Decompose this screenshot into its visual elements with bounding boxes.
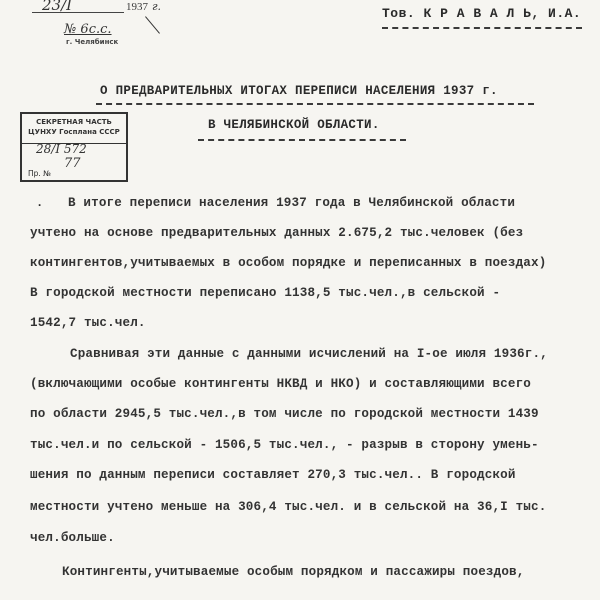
body-line: (включающими особые контингенты НКВД и НКО) и составляющими всего xyxy=(30,377,531,391)
body-line: Сравнивая эти данные с данными исчислений на I-ое июля 1936г., xyxy=(70,347,548,361)
stamp-header-line2: ЦУНХУ Госплана СССР xyxy=(28,128,120,136)
body-line: Контингенты,учитываемые особым порядком и пассажиры поездов, xyxy=(62,565,525,579)
body-line: местности учтено меньше на 306,4 тыс.чел. и в сельской на 36,I тыс. xyxy=(30,500,547,514)
stamp-header-line1: СЕКРЕТНАЯ ЧАСТЬ xyxy=(36,118,112,126)
letterhead-date-suffix: г. xyxy=(152,0,162,13)
stamp-header xyxy=(22,114,126,144)
addressee-underline xyxy=(382,27,582,29)
letterhead-date-day: 23/I xyxy=(42,0,73,14)
document-title-line2: В ЧЕЛЯБИНСКОЙ ОБЛАСТИ. xyxy=(208,118,380,132)
body-line: учтено на основе предварительных данных 2.675,2 тыс.человек (без xyxy=(30,226,524,240)
title-underline-1 xyxy=(96,103,534,105)
stamp-sheet-number: 77 xyxy=(64,156,81,171)
date-underline xyxy=(32,12,124,13)
archive-stamp xyxy=(20,112,128,182)
title-underline-2 xyxy=(198,139,406,141)
body-line: тыс.чел.и по сельской - 1506,5 тыс.чел., - разрыв в сторону умень- xyxy=(30,438,539,452)
stamp-pr-underline xyxy=(52,180,88,181)
handwritten-stroke xyxy=(145,16,160,33)
body-line: чел.больше. xyxy=(30,531,115,545)
stamp-pr-label: Пр. № xyxy=(28,169,51,178)
letterhead-city: г. Челябинск xyxy=(66,38,119,46)
letterhead-number: № 6с.с. xyxy=(64,22,112,37)
addressee: Тов. К Р А В А Л Ь, И.А. xyxy=(382,6,582,21)
body-line: В городской местности переписано 1138,5 тыс.чел.,в сельской - xyxy=(30,286,501,300)
document-title-line1: О ПРЕДВАРИТЕЛЬНЫХ ИТОГАХ ПЕРЕПИСИ НАСЕЛЕНИЯ 1937 г. xyxy=(100,84,498,98)
body-line: шения по данным переписи составляет 270,3 тыс.чел.. В городской xyxy=(30,468,516,482)
body-line: контингентов,учитываемых в особом порядке и переписанных в поездах) xyxy=(30,256,547,270)
margin-dot: . xyxy=(36,196,44,210)
body-line: 1542,7 тыс.чел. xyxy=(30,316,146,330)
stamp-incoming-number: 28/I 572 xyxy=(36,142,87,156)
letterhead-date-year: 1937 xyxy=(126,1,148,13)
body-line: В итоге переписи населения 1937 года в Челябинской области xyxy=(68,196,516,210)
body-line: по области 2945,5 тыс.чел.,в том числе по городской местности 1439 xyxy=(30,407,539,421)
